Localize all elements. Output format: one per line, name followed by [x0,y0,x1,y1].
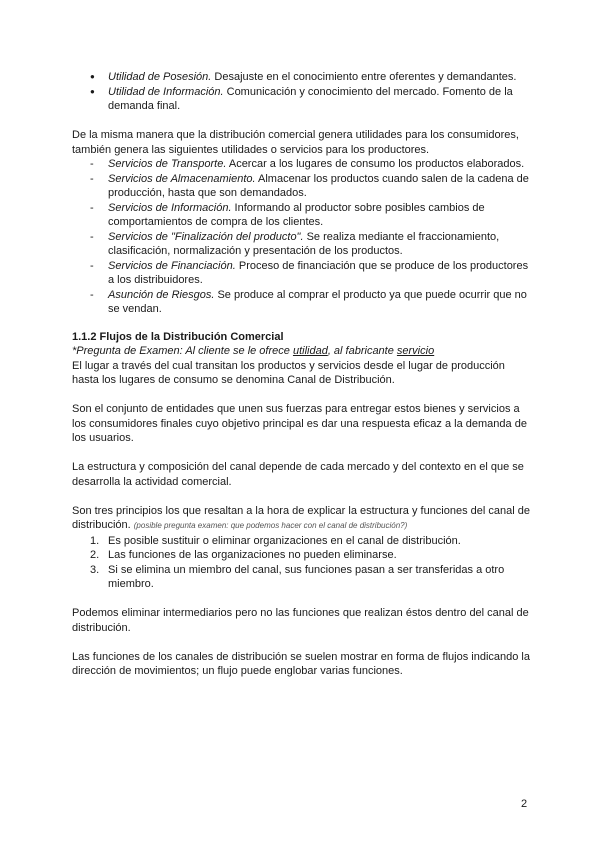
list-item [90,70,532,85]
intro-paragraph: De la misma manera que la distribución comercial genera utilidades para los consumidores, también genera las siguientes utilidades o servicios para los productores. [72,129,519,156]
paragraph-2: Son el conjunto de entidades que unen sus fuerzas para entregar estos bienes y servicios a los consumidores finales cuyo objetivo principal es dar una respuesta eficaz a la demanda de los usuarios. [72,403,527,444]
item-text: Es posible sustituir o eliminar organizaciones en el canal de distribución. [108,534,461,547]
item-text: Acercar a los lugares de consumo los productos elaborados. [226,158,525,170]
exam-note-utilidad: utilidad [292,345,328,357]
exam-hint: (posible pregunta examen: que podemos hacer con el canal de distribución?) [133,521,408,530]
list-item [90,548,532,563]
term: Servicios de Almacenamiento. [108,172,256,185]
term: Utilidad de Información. [108,85,224,98]
item-text: Se realiza mediante el fraccionamiento, clasificación, normalización y presentación de los productos. [108,230,500,257]
paragraph-3: La estructura y composición del canal depende de cada mercado y del contexto en el que se desarrolla la actividad comercial. [72,461,524,488]
item-number: 3. [90,563,100,576]
term: Utilidad de Posesión. [108,71,212,83]
item-text: Desajuste en el conocimiento entre oferentes y demandantes. [211,71,517,83]
exam-note [72,344,532,359]
document-page [72,70,532,679]
list-item [90,201,532,230]
term: Servicios de Financiación. [108,259,236,272]
term: Servicios de Transporte. [108,158,227,170]
page-number: 2 [521,798,528,810]
item-text: Se produce al comprar el producto ya que puede ocurrir que no se vendan. [108,288,527,315]
servicios-list [72,157,532,317]
item-text: Informando al productor sobre posibles cambios de comportamientos de compra de los clientes. [108,201,485,228]
list-item [90,534,532,549]
term: Asunción de Riesgos. [108,288,215,301]
item-text: Comunicación y conocimiento del mercado. Fomento de la demanda final. [108,85,513,112]
item-number: 1. [90,534,100,547]
paragraph-6: Las funciones de los canales de distribución se suelen mostrar en forma de flujos indicando la dirección de movimientos; un flujo puede englobar varias funciones. [72,650,530,677]
section-heading: 1.1.2 Flujos de la Distribución Comercial [72,330,284,343]
exam-note-mid: , al fabricante [327,345,397,357]
paragraph-4 [72,504,532,534]
principios-list [72,534,532,592]
item-text: Las funciones de las organizaciones no pueden eliminarse. [108,549,397,561]
item-text: Proceso de financiación que se produce de los productores a los distribuidores. [108,259,529,286]
exam-note-servicio: servicio [396,345,435,357]
item-number: 2. [90,549,100,561]
item-text: Almacenar los productos cuando salen de la cadena de producción, hasta que son demandados. [108,172,529,199]
term: Servicios de Información. [108,201,232,214]
list-item [90,230,532,259]
list-item [90,288,532,317]
list-item [90,85,532,114]
paragraph-5: Podemos eliminar intermediarios pero no las funciones que realizan éstos dentro del canal de distribución. [72,607,529,634]
list-item [90,157,532,172]
list-item [90,259,532,288]
list-item [90,563,532,592]
paragraph-4-text: Son tres principios los que resaltan a la hora de explicar la estructura y funciones del canal de distribución. [72,504,530,531]
utilidades-list [72,70,532,114]
list-item [90,172,532,201]
exam-note-prefix: *Pregunta de Examen: Al cliente se le ofrece [72,345,293,357]
term: Servicios de "Finalización del producto". [108,230,304,243]
paragraph-1: El lugar a través del cual transitan los productos y servicios desde el lugar de producción hasta los lugares de consumo se denomina Canal de Distribución. [72,359,505,386]
item-text: Si se elimina un miembro del canal, sus funciones pasan a ser transferidas a otro miembro. [108,563,505,590]
